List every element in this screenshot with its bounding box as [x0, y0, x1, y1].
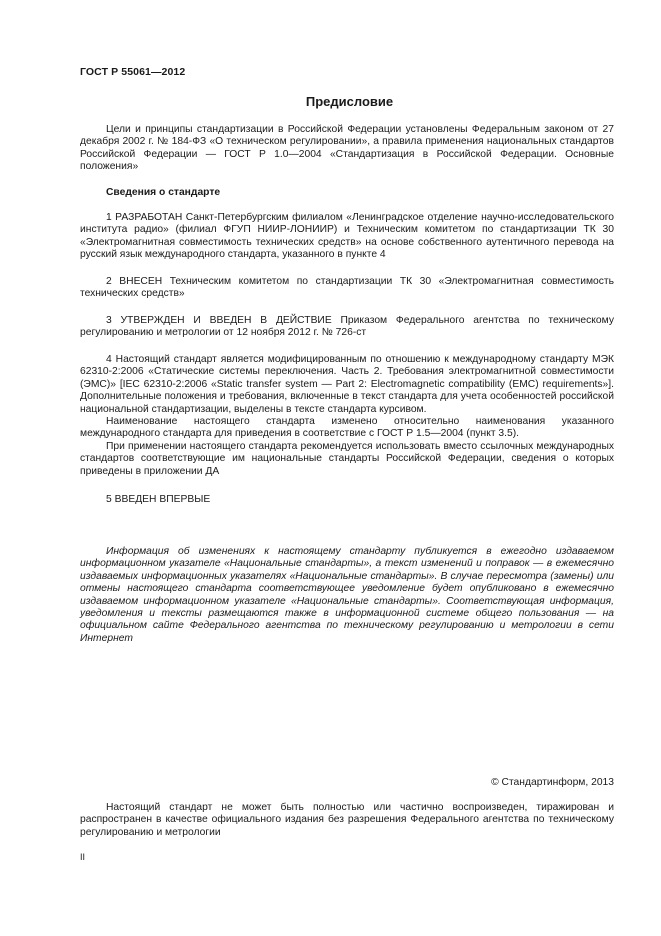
- item-1: [80, 212, 614, 262]
- item-3: [80, 315, 614, 340]
- item-1-text: 1 РАЗРАБОТАН Санкт-Петербургским филиалом «Ленинградское отделение научно-исследовательского института радио» (филиал ФГУП НИИР-ЛОНИИР) и Техническим комитетом по стандартизации ТК 30 «Электромагнитная совместимость технических средств» на основе собственного аутентичного перевода на русский язык международного стандарта, указанного в пункте 4: [80, 212, 614, 261]
- item-4-paragraph-1: 4 Настоящий стандарт является модифицированным по отношению к международному стандарту МЭК 62310-2:2006 «Статические системы переключения. Часть 2. Требования электромагнитной совместимости (ЭМС)» [IEC 62310-2:2006 «Static transfer system — Part 2: Electromagnetic compatibility (EMC) requirements»]. Дополнительные положения и требования, включенные в текст стандарта для учета особенностей российской национальной стандартизации, выделены в тексте стандарта курсивом.: [80, 354, 614, 415]
- standard-info-heading: Сведения о стандарте: [106, 187, 221, 198]
- copy-notice-text: Настоящий стандарт не может быть полностью или частично воспроизведен, тиражирован и распространен в качестве официального издания без разрешения Федерального агентства по техническому регулированию и метрологии: [80, 802, 614, 838]
- item-2: [80, 276, 614, 301]
- changes-info: [80, 546, 614, 645]
- preface-title: Предисловие: [305, 94, 394, 109]
- intro-paragraph: Цели и принципы стандартизации в Российской Федерации установлены Федеральным законом от 27 декабря 2002 г. № 184-ФЗ «О техническом регулировании», а правила применения национальных стандартов Российской Федерации — ГОСТ Р 1.0—2004 «Стандартизация в Российской Федерации. Основные положения»: [80, 124, 614, 173]
- item-4-paragraph-2: Наименование настоящего стандарта изменено относительно наименования указанного международного стандарта для приведения в соответствие с ГОСТ Р 1.5—2004 (пункт 3.5).: [80, 416, 614, 440]
- item-4: [80, 354, 614, 478]
- page-number: II: [80, 852, 86, 862]
- changes-info-text: Информация об изменениях к настоящему стандарту публикуется в ежегодно издаваемом информационном указателе «Национальные стандарты», а текст изменений и поправок — в ежемесячно издаваемых информационных указателях «Национальные стандарты». В случае пересмотра (замены) или отмены настоящего стандарта соответствующее уведомление будет опубликовано в ежемесячно издаваемом информационном указателе «Национальные стандарты». Соответствующая информация, уведомления и тексты размещаются также в информационной системе общего пользования — на официальном сайте Федерального агентства по техническому регулированию и метрологии в сети Интернет: [80, 546, 614, 644]
- copy-notice: [80, 802, 614, 839]
- document-code: ГОСТ Р 55061—2012: [80, 66, 186, 78]
- item-3-text: 3 УТВЕРЖДЕН И ВВЕДЕН В ДЕЙСТВИЕ Приказом Федерального агентства по техническому регулированию и метрологии от 12 ноября 2012 г. № 726-ст: [80, 315, 614, 339]
- copyright: © Стандартинформ, 2013: [491, 777, 614, 788]
- item-2-text: 2 ВНЕСЕН Техническим комитетом по стандартизации ТК 30 «Электромагнитная совместимость технических средств»: [80, 276, 614, 300]
- preface-intro: [80, 124, 614, 174]
- item-5: [80, 494, 614, 506]
- item-5-text: 5 ВВЕДЕН ВПЕРВЫЕ: [106, 494, 211, 505]
- item-4-paragraph-3: При применении настоящего стандарта рекомендуется использовать вместо ссылочных международных стандартов соответствующие им национальные стандарты Российской Федерации, сведения о которых приведены в приложении ДА: [80, 440, 614, 477]
